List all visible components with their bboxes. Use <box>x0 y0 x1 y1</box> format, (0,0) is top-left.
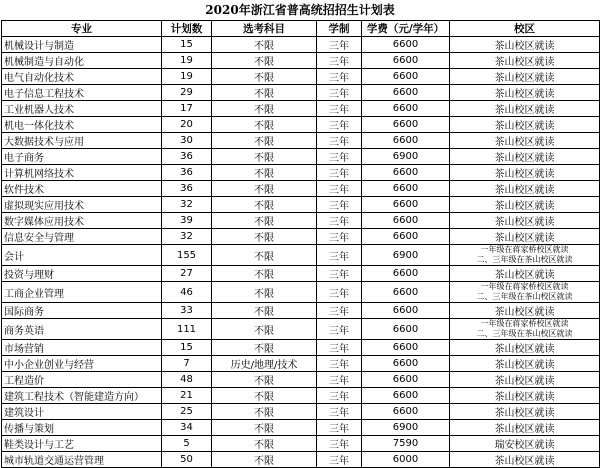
major-cell: 工商企业管理 <box>2 282 162 303</box>
major-cell: 机电一体化技术 <box>2 117 162 133</box>
plan-cell: 20 <box>162 117 212 133</box>
major-cell: 建筑设计 <box>2 404 162 420</box>
campus-line: 茶山校区就读 <box>494 185 555 196</box>
duration-cell: 三年 <box>317 340 362 356</box>
campus-line: 二、三年级在茶山校区就读 <box>476 329 573 338</box>
fee-cell: 6600 <box>362 319 450 340</box>
plan-cell: 34 <box>162 420 212 436</box>
subject-cell: 不限 <box>212 452 317 468</box>
header-major: 专业 <box>2 21 162 37</box>
plan-cell: 15 <box>162 37 212 53</box>
plan-cell: 32 <box>162 229 212 245</box>
table-row <box>2 303 600 319</box>
plan-cell: 15 <box>162 340 212 356</box>
table-row <box>2 282 600 303</box>
major-cell: 市场营销 <box>2 340 162 356</box>
table-row <box>2 69 600 85</box>
plan-cell: 25 <box>162 404 212 420</box>
campus-cell <box>450 85 600 101</box>
duration-cell: 三年 <box>317 165 362 181</box>
campus-cell <box>450 229 600 245</box>
subject-cell: 历史/地理/技术 <box>212 356 317 372</box>
campus-cell <box>450 319 600 340</box>
campus-line: 茶山校区就读 <box>494 344 555 355</box>
major-cell: 城市轨道交通运营管理 <box>2 452 162 468</box>
campus-cell <box>450 420 600 436</box>
campus-cell <box>450 303 600 319</box>
table-row <box>2 165 600 181</box>
campus-line: 茶山校区就读 <box>494 307 555 318</box>
subject-cell: 不限 <box>212 372 317 388</box>
plan-cell: 36 <box>162 165 212 181</box>
fee-cell: 6900 <box>362 245 450 266</box>
campus-cell <box>450 282 600 303</box>
subject-cell: 不限 <box>212 303 317 319</box>
subject-cell: 不限 <box>212 149 317 165</box>
campus-cell <box>450 436 600 452</box>
fee-cell: 6600 <box>362 372 450 388</box>
fee-cell: 6600 <box>362 37 450 53</box>
subject-cell: 不限 <box>212 165 317 181</box>
major-cell: 电子商务 <box>2 149 162 165</box>
campus-line: 茶山校区就读 <box>494 360 555 371</box>
table-row <box>2 213 600 229</box>
duration-cell: 三年 <box>317 85 362 101</box>
fee-cell: 6600 <box>362 117 450 133</box>
campus-line: 二、三年级在茶山校区就读 <box>476 255 573 264</box>
major-cell: 中小企业创业与经营 <box>2 356 162 372</box>
major-cell: 机械设计与制造 <box>2 37 162 53</box>
campus-cell <box>450 101 600 117</box>
campus-cell <box>450 404 600 420</box>
major-cell: 鞋类设计与工艺 <box>2 436 162 452</box>
campus-line: 茶山校区就读 <box>494 137 555 148</box>
plan-cell: 48 <box>162 372 212 388</box>
plan-cell: 50 <box>162 452 212 468</box>
fee-cell: 6900 <box>362 149 450 165</box>
major-cell: 机械制造与自动化 <box>2 53 162 69</box>
fee-cell: 6600 <box>362 229 450 245</box>
subject-cell: 不限 <box>212 319 317 340</box>
campus-line: 瑞安校区就读 <box>494 440 555 451</box>
header-duration: 学制 <box>317 21 362 37</box>
campus-cell <box>450 266 600 282</box>
plan-cell: 30 <box>162 133 212 149</box>
campus-cell <box>450 213 600 229</box>
fee-cell: 6600 <box>362 388 450 404</box>
campus-line: 茶山校区就读 <box>494 408 555 419</box>
major-cell: 建筑工程技术（智能建造方向） <box>2 388 162 404</box>
fee-cell: 6600 <box>362 85 450 101</box>
duration-cell: 三年 <box>317 372 362 388</box>
header-plan: 计划数 <box>162 21 212 37</box>
major-cell: 计算机网络技术 <box>2 165 162 181</box>
table-row <box>2 404 600 420</box>
campus-cell <box>450 356 600 372</box>
duration-cell: 三年 <box>317 117 362 133</box>
fee-cell: 6600 <box>362 69 450 85</box>
duration-cell: 三年 <box>317 436 362 452</box>
table-row <box>2 245 600 266</box>
major-cell: 数字媒体应用技术 <box>2 213 162 229</box>
subject-cell: 不限 <box>212 85 317 101</box>
duration-cell: 三年 <box>317 229 362 245</box>
table-row <box>2 340 600 356</box>
major-cell: 电气自动化技术 <box>2 69 162 85</box>
subject-cell: 不限 <box>212 213 317 229</box>
duration-cell: 三年 <box>317 404 362 420</box>
plan-cell: 7 <box>162 356 212 372</box>
major-cell: 电子信息工程技术 <box>2 85 162 101</box>
duration-cell: 三年 <box>317 266 362 282</box>
subject-cell: 不限 <box>212 229 317 245</box>
subject-cell: 不限 <box>212 101 317 117</box>
fee-cell: 6600 <box>362 133 450 149</box>
table-title: 2020年浙江省普高统招招生计划表 <box>205 3 395 17</box>
fee-cell: 6600 <box>362 101 450 117</box>
campus-line: 一年级在蒋家桥校区就读 <box>480 319 569 328</box>
plan-cell: 17 <box>162 101 212 117</box>
campus-line: 茶山校区就读 <box>494 376 555 387</box>
campus-line: 茶山校区就读 <box>494 73 555 84</box>
table-row <box>2 452 600 468</box>
fee-cell: 6600 <box>362 340 450 356</box>
major-cell: 商务英语 <box>2 319 162 340</box>
campus-line: 茶山校区就读 <box>494 57 555 68</box>
fee-cell: 6000 <box>362 452 450 468</box>
enrollment-plan-table <box>1 20 600 468</box>
fee-cell: 6600 <box>362 197 450 213</box>
table-row <box>2 319 600 340</box>
campus-line: 茶山校区就读 <box>494 201 555 212</box>
major-cell: 信息安全与管理 <box>2 229 162 245</box>
plan-cell: 29 <box>162 85 212 101</box>
table-row <box>2 266 600 282</box>
plan-cell: 32 <box>162 197 212 213</box>
campus-cell <box>450 388 600 404</box>
plan-cell: 39 <box>162 213 212 229</box>
duration-cell: 三年 <box>317 53 362 69</box>
subject-cell: 不限 <box>212 420 317 436</box>
subject-cell: 不限 <box>212 117 317 133</box>
campus-cell <box>450 69 600 85</box>
table-row <box>2 356 600 372</box>
plan-cell: 46 <box>162 282 212 303</box>
table-row <box>2 436 600 452</box>
campus-cell <box>450 165 600 181</box>
campus-cell <box>450 372 600 388</box>
table-row <box>2 133 600 149</box>
campus-line: 茶山校区就读 <box>494 41 555 52</box>
duration-cell: 三年 <box>317 181 362 197</box>
fee-cell: 6900 <box>362 420 450 436</box>
fee-cell: 6600 <box>362 213 450 229</box>
duration-cell: 三年 <box>317 452 362 468</box>
duration-cell: 三年 <box>317 388 362 404</box>
major-cell: 传播与策划 <box>2 420 162 436</box>
campus-line: 茶山校区就读 <box>494 270 555 281</box>
campus-cell <box>450 117 600 133</box>
major-cell: 国际商务 <box>2 303 162 319</box>
subject-cell: 不限 <box>212 282 317 303</box>
header-subject: 选考科目 <box>212 21 317 37</box>
plan-cell: 5 <box>162 436 212 452</box>
duration-cell: 三年 <box>317 420 362 436</box>
campus-line: 茶山校区就读 <box>494 153 555 164</box>
header-fee: 学费（元/学年） <box>362 21 450 37</box>
table-row <box>2 420 600 436</box>
campus-line: 茶山校区就读 <box>494 105 555 116</box>
campus-line: 茶山校区就读 <box>494 424 555 435</box>
campus-cell <box>450 53 600 69</box>
duration-cell: 三年 <box>317 319 362 340</box>
campus-line: 一年级在蒋家桥校区就读 <box>480 245 569 254</box>
plan-cell: 19 <box>162 53 212 69</box>
fee-cell: 6600 <box>362 266 450 282</box>
table-row <box>2 197 600 213</box>
campus-cell <box>450 340 600 356</box>
plan-cell: 36 <box>162 149 212 165</box>
duration-cell: 三年 <box>317 197 362 213</box>
subject-cell: 不限 <box>212 388 317 404</box>
major-cell: 大数据技术与应用 <box>2 133 162 149</box>
campus-cell <box>450 245 600 266</box>
duration-cell: 三年 <box>317 37 362 53</box>
table-row <box>2 181 600 197</box>
duration-cell: 三年 <box>317 356 362 372</box>
subject-cell: 不限 <box>212 266 317 282</box>
major-cell: 虚拟现实应用技术 <box>2 197 162 213</box>
table-row <box>2 388 600 404</box>
subject-cell: 不限 <box>212 69 317 85</box>
subject-cell: 不限 <box>212 133 317 149</box>
table-row <box>2 101 600 117</box>
major-cell: 工业机器人技术 <box>2 101 162 117</box>
plan-cell: 19 <box>162 69 212 85</box>
plan-cell: 21 <box>162 388 212 404</box>
campus-line: 茶山校区就读 <box>494 169 555 180</box>
duration-cell: 三年 <box>317 133 362 149</box>
campus-cell <box>450 37 600 53</box>
table-row <box>2 85 600 101</box>
campus-line: 茶山校区就读 <box>494 89 555 100</box>
fee-cell: 6600 <box>362 165 450 181</box>
plan-cell: 155 <box>162 245 212 266</box>
subject-cell: 不限 <box>212 436 317 452</box>
campus-line: 一年级在蒋家桥校区就读 <box>480 282 569 291</box>
header-row <box>2 21 600 37</box>
campus-line: 茶山校区就读 <box>494 456 555 467</box>
table-row <box>2 37 600 53</box>
campus-line: 茶山校区就读 <box>494 121 555 132</box>
major-cell: 工程造价 <box>2 372 162 388</box>
subject-cell: 不限 <box>212 197 317 213</box>
major-cell: 投资与理财 <box>2 266 162 282</box>
plan-cell: 36 <box>162 181 212 197</box>
table-row <box>2 117 600 133</box>
duration-cell: 三年 <box>317 69 362 85</box>
plan-cell: 111 <box>162 319 212 340</box>
campus-line: 二、三年级在茶山校区就读 <box>476 292 573 301</box>
campus-line: 茶山校区就读 <box>494 233 555 244</box>
fee-cell: 7590 <box>362 436 450 452</box>
fee-cell: 6600 <box>362 303 450 319</box>
subject-cell: 不限 <box>212 181 317 197</box>
major-cell: 软件技术 <box>2 181 162 197</box>
duration-cell: 三年 <box>317 245 362 266</box>
plan-cell: 33 <box>162 303 212 319</box>
fee-cell: 6600 <box>362 53 450 69</box>
campus-cell <box>450 133 600 149</box>
table-body <box>2 37 600 468</box>
duration-cell: 三年 <box>317 101 362 117</box>
subject-cell: 不限 <box>212 340 317 356</box>
fee-cell: 6600 <box>362 181 450 197</box>
campus-cell <box>450 452 600 468</box>
table-row <box>2 53 600 69</box>
header-campus: 校区 <box>450 21 600 37</box>
campus-line: 茶山校区就读 <box>494 217 555 228</box>
table-row <box>2 229 600 245</box>
fee-cell: 6600 <box>362 282 450 303</box>
subject-cell: 不限 <box>212 245 317 266</box>
campus-line: 茶山校区就读 <box>494 392 555 403</box>
subject-cell: 不限 <box>212 404 317 420</box>
fee-cell: 6600 <box>362 356 450 372</box>
fee-cell: 6600 <box>362 404 450 420</box>
duration-cell: 三年 <box>317 213 362 229</box>
duration-cell: 三年 <box>317 282 362 303</box>
table-row <box>2 372 600 388</box>
duration-cell: 三年 <box>317 149 362 165</box>
subject-cell: 不限 <box>212 37 317 53</box>
plan-cell: 27 <box>162 266 212 282</box>
campus-cell <box>450 181 600 197</box>
duration-cell: 三年 <box>317 303 362 319</box>
campus-cell <box>450 149 600 165</box>
subject-cell: 不限 <box>212 53 317 69</box>
major-cell: 会计 <box>2 245 162 266</box>
campus-cell <box>450 197 600 213</box>
table-row <box>2 149 600 165</box>
